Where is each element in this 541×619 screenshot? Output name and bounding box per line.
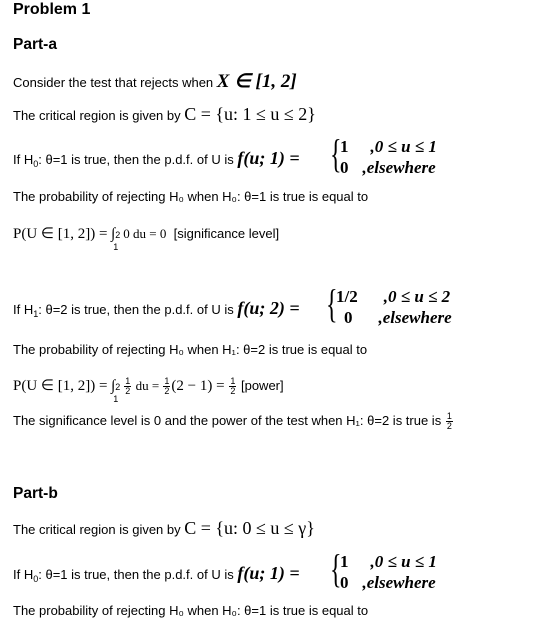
part-a-h0-func: f(u; 1) = — [237, 148, 300, 168]
part-a-h0-pdf — [13, 148, 300, 169]
part-a-summary — [13, 412, 454, 431]
part-a-prob1-frac2-num: 1 — [164, 376, 170, 387]
part-a-h1-case1-cond: ,0 ≤ u ≤ 2 — [383, 287, 451, 306]
part-a-h0-case1-val: 1 — [340, 137, 349, 156]
part-a-prob0-hi: 2 — [115, 230, 121, 240]
part-b-h0-case2-cond: ,elsewhere — [362, 573, 436, 592]
part-b-heading: Part-b — [13, 485, 58, 502]
part-a-h1-sub: 1 — [33, 309, 39, 319]
part-b-h0-func: f(u; 1) = — [237, 563, 300, 583]
part-a-h1-func: f(u; 2) = — [237, 298, 300, 318]
part-a-prob0-lhs: P(U ∈ [1, 2]) = ∫ — [13, 226, 116, 242]
part-a-prob0-eq — [13, 224, 280, 252]
part-a-prob1-mid: du = — [132, 378, 163, 393]
part-b-h0-brace: { — [330, 546, 342, 591]
part-a-prob1-frac2 — [163, 377, 170, 396]
part-a-h1-pdf — [13, 298, 300, 319]
part-b-h0-case2-val: 0 — [340, 573, 349, 592]
part-a-critical-text: The critical region is given by — [13, 108, 185, 123]
part-a-prob1-mid2: (2 − 1) = — [171, 378, 229, 394]
part-b-critical-region — [13, 518, 315, 539]
part-a-prob1-frac3 — [229, 377, 236, 396]
part-b-critical-math: C = {u: 0 ≤ u ≤ γ} — [184, 518, 315, 538]
part-a-prob1-eq — [13, 376, 284, 404]
part-a-h0-text-a: If H — [13, 152, 34, 167]
part-a-line-test — [13, 70, 297, 93]
part-a-line-test-text: Consider the test that rejects when — [13, 75, 217, 90]
part-a-h1-case2-val: 0 — [344, 308, 353, 327]
part-a-summary-frac-den: 2 — [446, 421, 452, 431]
part-a-h0-case2-cond: ,elsewhere — [362, 158, 436, 177]
part-a-prob1-lhs: P(U ∈ [1, 2]) = ∫ — [13, 378, 116, 394]
part-a-prob0-rhs: 0 du = 0 — [123, 226, 167, 241]
part-a-summary-frac-num: 1 — [446, 411, 452, 421]
part-a-prob1-frac3-num: 1 — [230, 376, 236, 387]
part-a-prob1-hi: 2 — [115, 382, 121, 392]
part-b-h0-sub: 0 — [33, 574, 39, 584]
part-b-h0-text-a: If H — [13, 567, 34, 582]
part-a-prob1-lo: 1 — [113, 394, 119, 404]
part-a-h0-cases — [340, 136, 437, 178]
part-b-prob0-text: The probability of rejecting H₀ when H₀: θ=1 is true is equal to — [13, 603, 369, 618]
part-a-h1-brace: { — [326, 281, 338, 326]
part-a-prob1-frac3-den: 2 — [230, 386, 236, 397]
part-a-h0-case2-val: 0 — [340, 158, 349, 177]
part-a-summary-frac — [446, 412, 453, 431]
problem-title: Problem 1 — [13, 1, 91, 18]
part-a-prob0-note: [significance level] — [173, 226, 280, 241]
part-a-line-test-math: X ∈ [1, 2] — [216, 71, 297, 92]
part-a-h0-case1-cond: ,0 ≤ u ≤ 1 — [370, 137, 437, 156]
part-a-prob1-note: [power] — [240, 378, 284, 393]
part-a-h1-cases — [336, 286, 452, 328]
part-a-h0-brace: { — [330, 131, 342, 176]
part-a-critical-math: C = {u: 1 ≤ u ≤ 2} — [184, 104, 316, 124]
part-b-critical-text: The critical region is given by — [13, 522, 185, 537]
part-a-heading: Part-a — [13, 36, 57, 53]
part-b-h0-pdf — [13, 563, 300, 584]
part-a-prob1-frac2-den: 2 — [164, 386, 170, 397]
part-b-h0-cases — [340, 551, 437, 593]
part-a-prob1-frac — [124, 377, 131, 396]
part-a-h0-text-b: : θ=1 is true, then the p.d.f. of U is — [38, 152, 238, 167]
part-a-prob1-frac-den: 2 — [125, 386, 131, 397]
part-a-critical-region — [13, 104, 316, 125]
part-a-h1-case2-cond: ,elsewhere — [378, 308, 452, 327]
part-a-prob1-text: The probability of rejecting H₀ when H₁: θ=2 is true is equal to — [13, 342, 368, 357]
part-a-h1-text-b: : θ=2 is true, then the p.d.f. of U is — [38, 302, 238, 317]
part-a-prob0-text: The probability of rejecting H₀ when H₀: θ=1 is true is equal to — [13, 189, 369, 204]
part-b-h0-case1-cond: ,0 ≤ u ≤ 1 — [370, 552, 437, 571]
part-a-prob1-frac-num: 1 — [125, 376, 131, 387]
part-a-h1-text-a: If H — [13, 302, 34, 317]
part-b-h0-text-b: : θ=1 is true, then the p.d.f. of U is — [38, 567, 238, 582]
part-a-h1-case1-val: 1/2 — [336, 287, 358, 306]
part-b-h0-case1-val: 1 — [340, 552, 349, 571]
part-a-prob0-lo: 1 — [113, 242, 119, 252]
part-a-summary-text: The significance level is 0 and the power of the test when H₁: θ=2 is true is — [13, 412, 445, 428]
part-a-h0-sub: 0 — [33, 159, 39, 169]
